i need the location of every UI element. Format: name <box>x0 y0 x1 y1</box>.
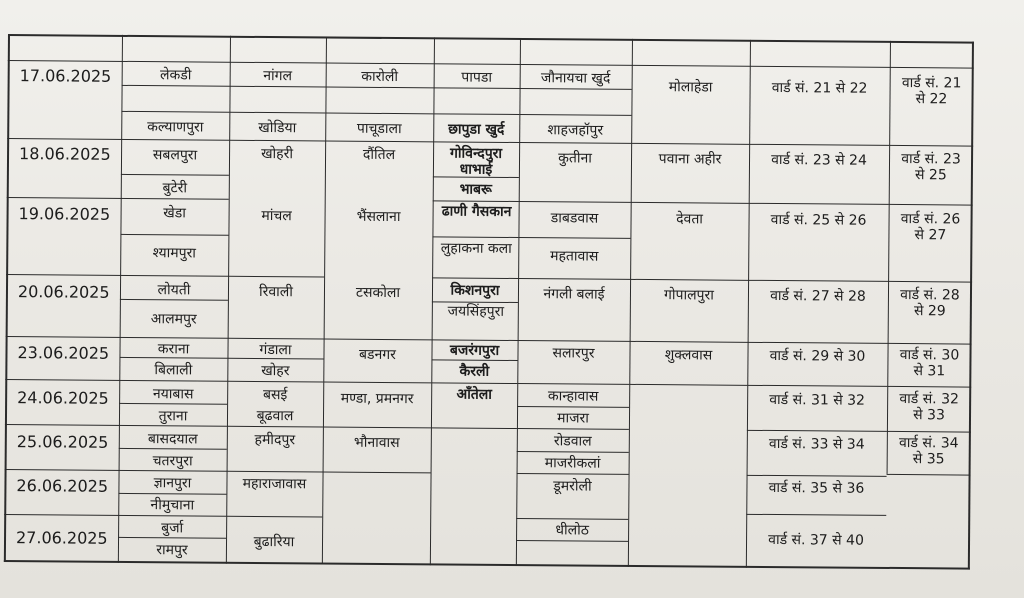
village-cell: सबलपुरा <box>152 147 198 164</box>
village-cell: रामपुर <box>156 542 188 559</box>
date-cell: 23.06.2025 <box>17 343 110 363</box>
subrow-separator <box>517 451 629 453</box>
village-cell <box>436 94 518 95</box>
date-cell: 25.06.2025 <box>16 432 109 452</box>
row-separator <box>887 386 971 388</box>
row-separator <box>517 473 629 475</box>
village-cell: गोविन्दपुरा धाभाई <box>450 145 503 178</box>
row-separator <box>631 143 749 145</box>
village-cell: जयसिंहपुरा <box>447 303 505 320</box>
row-separator <box>323 471 431 473</box>
subrow-separator <box>325 112 433 114</box>
row-separator <box>887 474 971 476</box>
village-cell: बसई <box>262 387 288 404</box>
village-cell: टसकोला <box>355 284 401 302</box>
subrow-separator <box>431 359 517 361</box>
village-cell: बडनगर <box>358 346 396 364</box>
village-cell: खेडा <box>163 205 186 222</box>
village-cell: देवता <box>676 211 704 228</box>
row-separator <box>431 382 517 384</box>
village-cell: रोडवाल <box>553 433 592 450</box>
village-cell: बूढवाल <box>256 407 294 425</box>
row-separator <box>887 431 971 433</box>
village-cell: खोडिया <box>258 119 297 137</box>
ward-cell: वार्ड सं. 32 से 33 <box>899 391 959 424</box>
date-cell: 19.06.2025 <box>18 204 111 224</box>
ward-cell: वार्ड सं. 29 से 30 <box>769 347 866 365</box>
ward-cell: वार्ड सं. 33 से 34 <box>768 435 865 453</box>
village-cell: आलमपुर <box>150 311 197 328</box>
row-separator <box>629 384 747 386</box>
village-cell: डाबडवास <box>550 210 599 227</box>
subrow-separator <box>518 237 630 239</box>
row-separator <box>747 385 887 387</box>
row-separator <box>228 276 324 278</box>
village-cell: मांचल <box>261 207 292 225</box>
village-cell: माजरीकलां <box>544 455 601 472</box>
ward-cell: वार्ड सं. 25 से 26 <box>770 211 867 229</box>
village-cell: आँतेला <box>456 386 492 403</box>
village-cell: लेकडी <box>159 67 192 84</box>
row-separator <box>889 145 973 147</box>
row-separator <box>433 200 519 202</box>
village-cell <box>232 93 324 94</box>
ward-cell: वार्ड सं. 35 से 36 <box>768 479 865 497</box>
table-border-right <box>968 42 974 570</box>
village-cell: छापुडा खुर्द <box>448 121 505 138</box>
row-separator <box>7 138 229 141</box>
village-cell: ज्ञानपुरा <box>153 475 192 492</box>
subrow-separator <box>230 86 326 88</box>
row-separator <box>747 430 887 432</box>
row-separator <box>6 274 228 277</box>
row-separator <box>323 381 431 383</box>
date-cell: 27.06.2025 <box>15 528 108 548</box>
village-cell: ढाणी गैसकान <box>441 203 512 220</box>
village-cell <box>124 92 228 93</box>
village-cell: लुहाकना कला <box>440 240 512 257</box>
village-cell <box>522 95 630 96</box>
village-cell: बिलाली <box>154 362 193 379</box>
row-separator <box>516 518 628 520</box>
subrow-separator <box>433 113 519 115</box>
subrow-separator <box>520 88 632 90</box>
village-cell: कारोली <box>361 68 399 86</box>
subrow-separator <box>120 299 228 301</box>
subrow-separator <box>118 537 226 539</box>
village-cell: भाबरू <box>459 181 493 198</box>
village-cell: कैरली <box>459 363 490 380</box>
village-cell: सलारपुर <box>552 345 595 362</box>
table-border-left <box>4 34 10 562</box>
row-separator <box>517 383 629 385</box>
ward-cell: वार्ड सं. 23 से 25 <box>901 151 961 184</box>
village-cell: मोलाहेडा <box>668 79 713 96</box>
row-separator <box>518 340 630 342</box>
village-cell: तुराना <box>158 408 188 425</box>
row-separator <box>518 278 630 280</box>
row-separator <box>630 341 748 343</box>
village-cell: रिवाली <box>258 283 293 301</box>
village-cell: बुढारिया <box>253 533 295 551</box>
date-cell: 24.06.2025 <box>17 388 109 408</box>
village-cell: खोहर <box>261 362 290 380</box>
row-separator <box>631 202 749 204</box>
row-separator <box>519 142 631 144</box>
subrow-separator <box>120 234 228 236</box>
subrow-separator <box>118 493 226 495</box>
ward-cell: वार्ड सं. 28 से 29 <box>900 287 960 320</box>
village-cell: कान्हावास <box>547 388 599 405</box>
row-separator <box>325 140 433 142</box>
village-cell: कुतीना <box>558 150 592 167</box>
village-cell: खोहरी <box>261 145 294 163</box>
subrow-separator <box>434 87 520 89</box>
row-separator <box>749 144 889 146</box>
subrow-separator <box>432 236 518 238</box>
ward-cell: वार्ड सं. 30 से 31 <box>899 347 960 380</box>
row-separator <box>746 514 886 516</box>
row-separator <box>433 141 519 143</box>
village-cell: कराना <box>157 341 190 358</box>
village-cell: नीमुचाना <box>150 497 195 514</box>
row-separator <box>227 381 323 383</box>
ward-cell: वार्ड सं. 26 से 27 <box>900 211 961 244</box>
ward-cell: वार्ड सं. 23 से 24 <box>771 151 867 169</box>
village-cell: मण्डा, प्रमनगर <box>340 390 414 408</box>
village-cell: नयाबास <box>152 386 194 403</box>
subrow-separator <box>229 112 325 114</box>
village-cell: शाहजहॉपुर <box>547 122 604 139</box>
ward-cell: वार्ड सं. 31 से 32 <box>769 391 866 409</box>
village-cell: भैंसलाना <box>356 208 401 226</box>
table-border-bottom <box>4 560 970 569</box>
ward-cell: वार्ड सं. 21 से 22 <box>901 75 962 108</box>
date-cell: 18.06.2025 <box>18 144 111 164</box>
row-separator <box>748 342 888 344</box>
row-separator <box>6 336 228 339</box>
village-cell: बुटेरी <box>162 180 188 197</box>
subrow-separator <box>122 85 230 87</box>
village-cell: किशनपुरा <box>450 282 500 299</box>
row-separator <box>229 140 325 142</box>
subrow-separator <box>121 174 229 176</box>
village-cell: पाचूडाला <box>356 120 402 138</box>
table-border-top <box>8 34 974 43</box>
village-cell: नंगली बलाई <box>543 286 605 303</box>
village-cell: गोपालपुरा <box>663 287 714 304</box>
subrow-separator <box>326 86 434 88</box>
row-separator <box>323 426 431 428</box>
village-cell <box>328 94 432 95</box>
village-cell: पवाना अहीर <box>658 151 722 168</box>
village-cell: श्यामपुरा <box>152 245 197 262</box>
village-cell: बुर्जा <box>161 520 184 537</box>
ward-cell: वार्ड सं. 37 से 40 <box>768 531 864 549</box>
village-cell: गंडाला <box>259 341 292 359</box>
ward-cell: वार्ड सं. 27 से 28 <box>770 287 866 305</box>
village-cell: बासदयाल <box>147 431 198 448</box>
village-cell: माजरा <box>557 410 589 427</box>
ward-cell: वार्ड सं. 34 से 35 <box>898 435 959 468</box>
date-cell: 17.06.2025 <box>19 66 112 86</box>
row-separator <box>517 428 629 430</box>
row-separator <box>431 427 517 429</box>
row-separator <box>227 426 323 428</box>
row-separator <box>889 204 973 206</box>
subrow-separator <box>119 448 227 450</box>
row-separator <box>432 277 518 279</box>
row-separator <box>5 379 227 382</box>
row-separator <box>749 203 889 205</box>
subrow-separator <box>516 540 628 542</box>
village-cell: कल्याणपुरा <box>147 119 204 136</box>
row-separator <box>748 280 888 282</box>
schedule-table <box>4 34 974 570</box>
row-separator <box>226 516 322 518</box>
row-separator <box>888 281 972 283</box>
village-cell: बजरंगपुरा <box>449 342 500 359</box>
subrow-separator <box>119 403 227 405</box>
village-cell: लोयती <box>157 282 191 299</box>
row-separator <box>519 201 631 203</box>
village-cell: नांगल <box>263 68 293 85</box>
row-separator <box>630 279 748 281</box>
subrow-separator <box>121 111 229 113</box>
row-separator <box>227 471 323 473</box>
date-cell: 26.06.2025 <box>16 476 109 496</box>
subrow-separator <box>519 114 631 116</box>
date-cell: 20.06.2025 <box>17 282 110 302</box>
village-cell: शुक्लवास <box>664 347 713 364</box>
village-cell: भौनावास <box>353 434 400 452</box>
subrow-separator <box>517 406 629 408</box>
village-cell: धीलोठ <box>555 522 589 539</box>
row-separator <box>432 339 518 341</box>
row-separator <box>324 338 432 340</box>
row-separator <box>4 514 226 517</box>
village-cell: महतावास <box>550 248 599 265</box>
row-separator <box>888 343 972 345</box>
village-cell: पापडा <box>461 69 493 86</box>
village-cell: चतरपुरा <box>152 453 193 470</box>
village-cell: महाराजावास <box>242 475 307 493</box>
row-separator <box>747 475 887 477</box>
village-cell: हमीदपुर <box>254 431 296 449</box>
column-divider <box>887 41 892 474</box>
village-cell: जौनायचा खुर्द <box>540 70 611 87</box>
village-cell: दौंतिल <box>362 146 396 164</box>
row-separator <box>228 338 324 340</box>
row-separator <box>7 197 229 200</box>
village-cell: डूमरोली <box>553 478 592 495</box>
ward-cell: वार्ड सं. 21 से 22 <box>771 80 868 97</box>
